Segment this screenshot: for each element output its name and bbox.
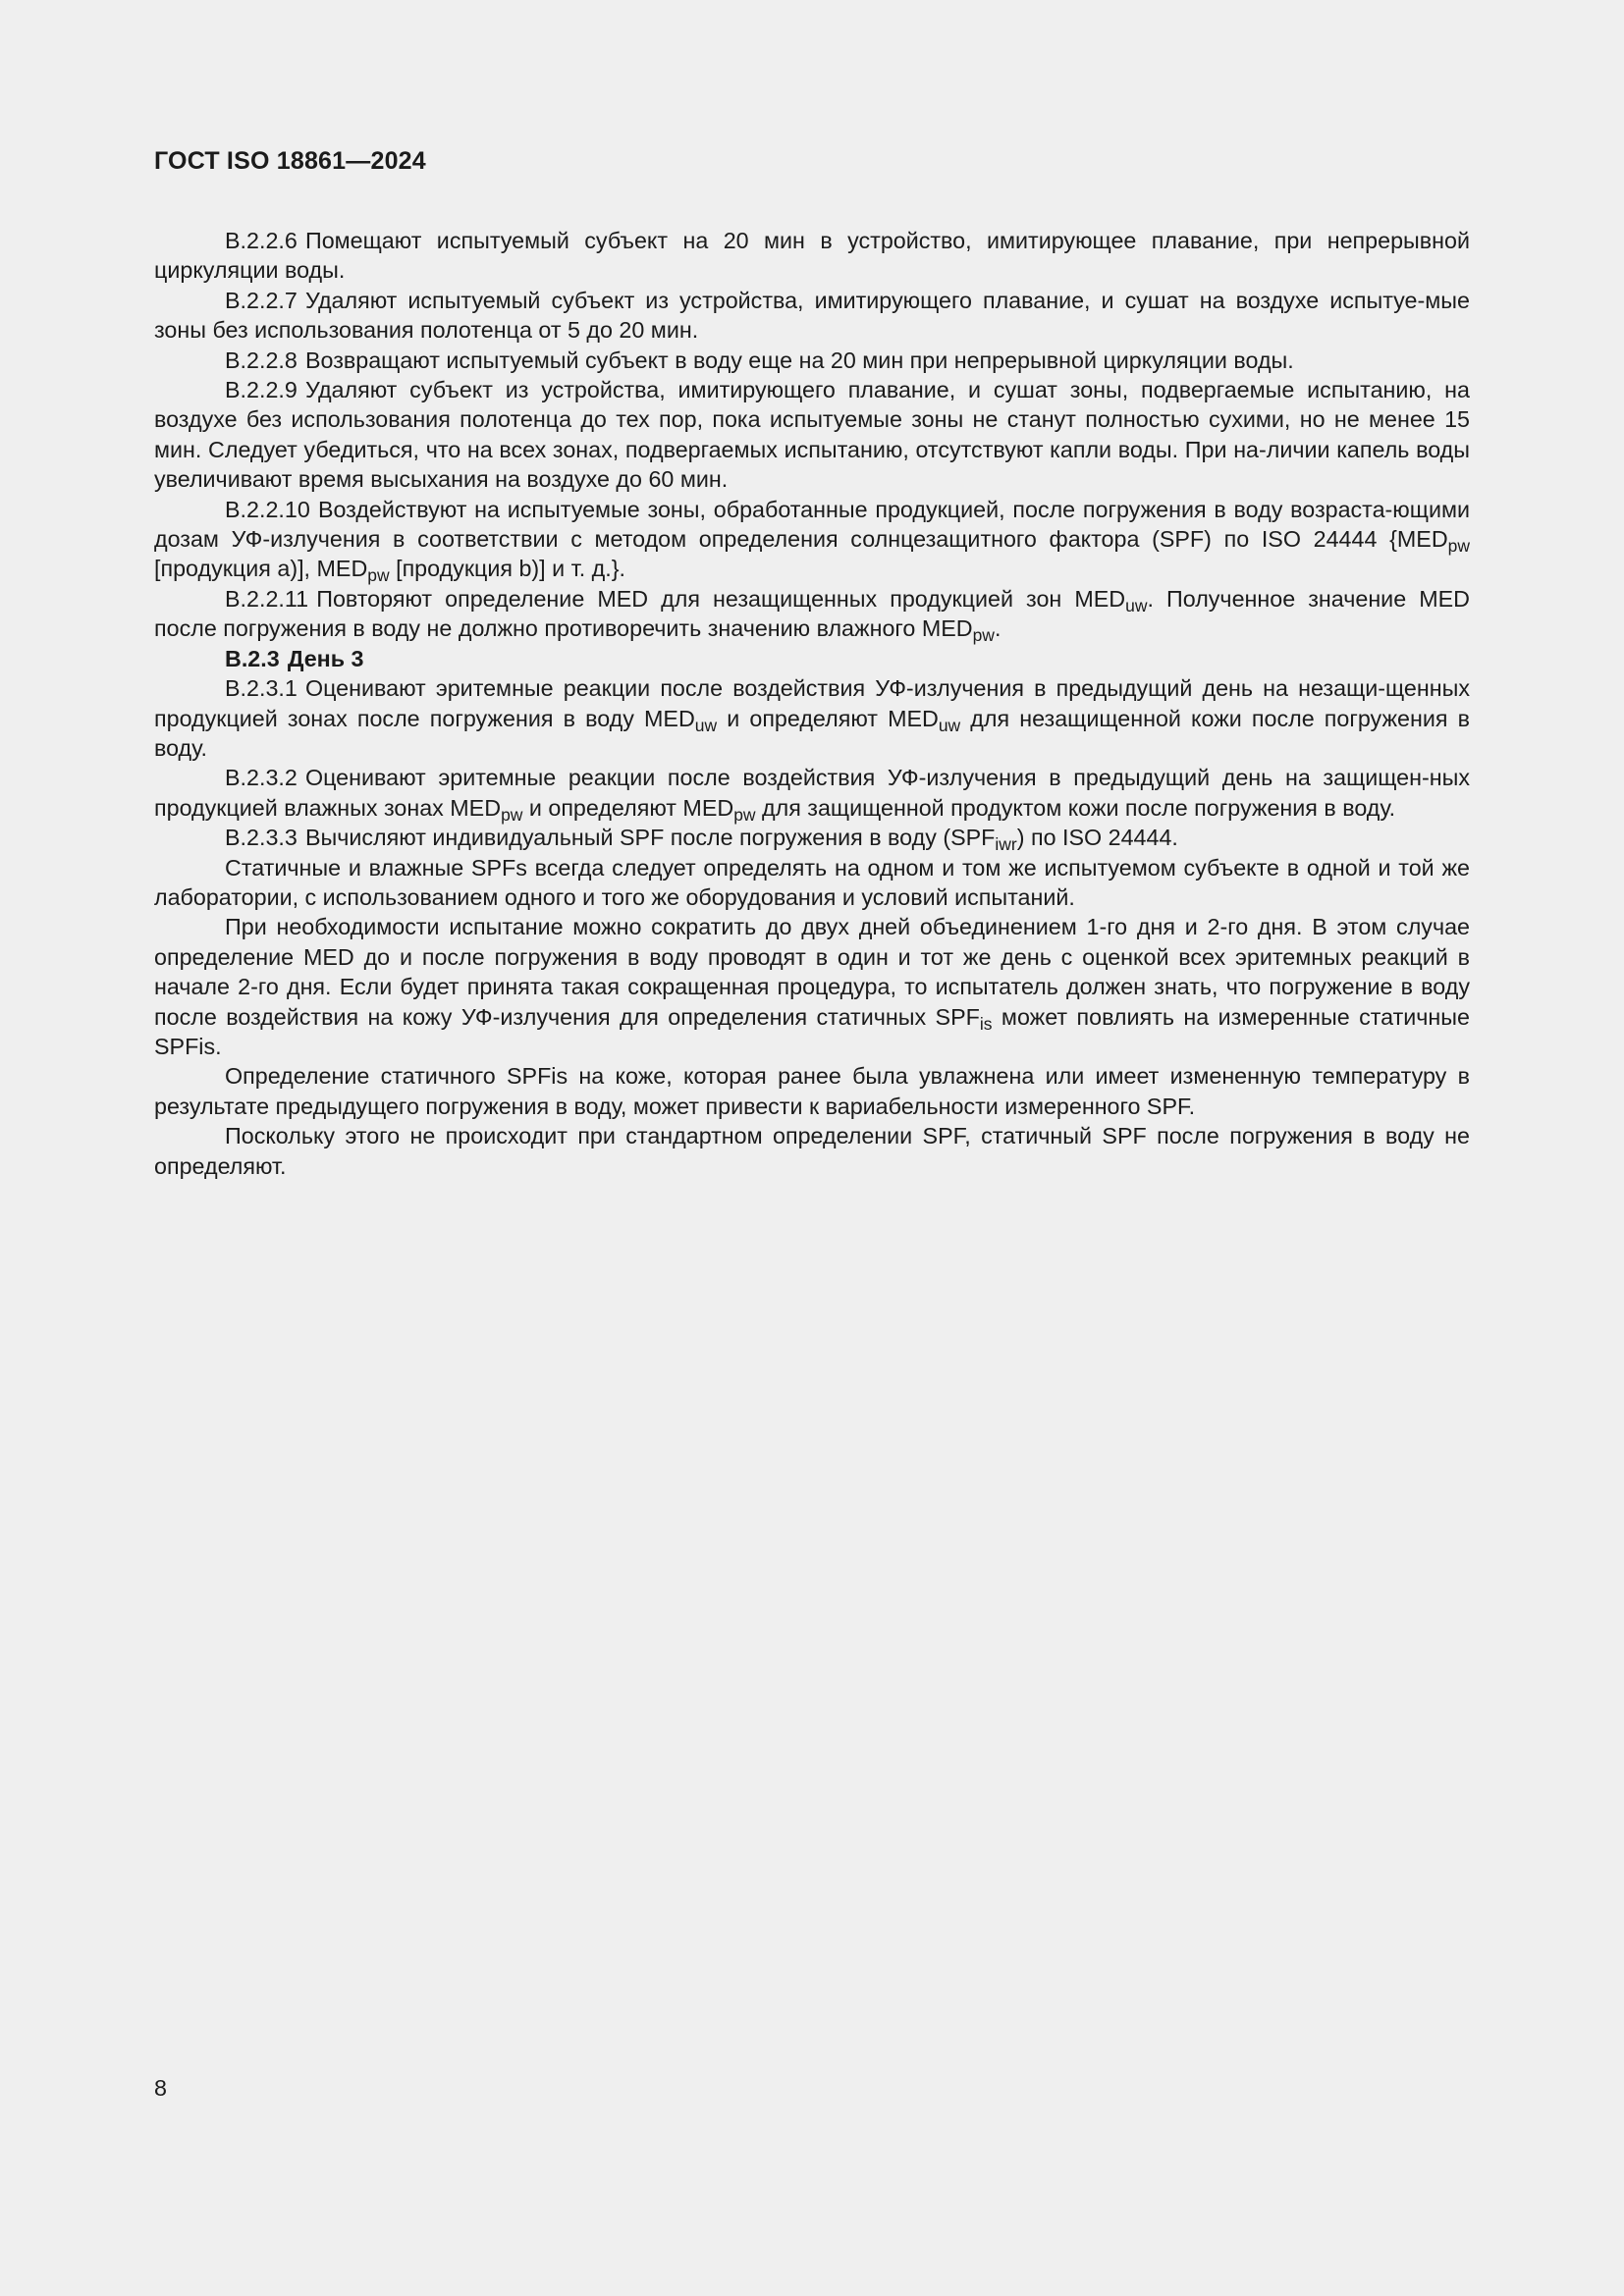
section-heading-b23 — [154, 644, 1470, 673]
paragraph-text: Поскольку этого не происходит при стандартном определении SPF, статичный SPF после погружения в воду не определяют. — [154, 1123, 1470, 1179]
clause-text: Помещают испытуемый субъект на 20 мин в устройство, имитирующее плавание, при непрерывной циркуляции воды. — [154, 228, 1470, 284]
clause-b2210 — [154, 495, 1470, 584]
section-title: День 3 — [287, 645, 364, 671]
paragraph — [154, 1061, 1470, 1121]
clause-b2211 — [154, 584, 1470, 644]
page-number: 8 — [154, 2075, 167, 2101]
subscript: uw — [938, 715, 961, 735]
clause-text: Воздействуют на испытуемые зоны, обработанные продукцией, после погружения в воду возраста-ющими дозам УФ-излучения в соответствии с методом определения солнцезащитного фактора (SPF) по ISO 24444 {MED — [154, 496, 1470, 553]
paragraph — [154, 853, 1470, 913]
clause-text: Возвращают испытуемый субъект в воду еще на 20 мин при непрерывной циркуляции воды. — [304, 347, 1294, 373]
subscript: pw — [733, 804, 756, 825]
subscript: uw — [1125, 596, 1148, 616]
clause-text: . Полученное значение MED после погружения в воду не должно противоречить значению влажного MED — [154, 585, 1470, 642]
paragraph-text: При необходимости испытание можно сократить до двух дней объединением 1-го дня и 2-го дня. В этом случае определение MED до и после погружения в воду проводят в один и тот же день с оценкой всех эритемных реакций в начале 2-го дня. Если будет принята такая сокращенная процедура, то испытатель должен знать, что погружение в воду после воздействия на кожу УФ-излучения для определения статичных SPF — [154, 914, 1470, 1030]
subscript: pw — [367, 565, 390, 586]
subscript: uw — [694, 715, 718, 735]
subscript: iwr — [995, 834, 1017, 855]
document-header: ГОСТ ISO 18861—2024 — [154, 147, 426, 175]
subscript: pw — [972, 625, 995, 646]
clause-b231 — [154, 673, 1470, 763]
clause-text: Удаляют субъект из устройства, имитирующего плавание, и сушат зоны, подвергаемые испытанию, на воздухе без использования полотенца до тех пор, пока испытуемые зоны не станут полностью сухими, но не менее 15 мин. Следует убедиться, что на всех зонах, подвергаемых испытанию, отсутствуют капли воды. При на-личии капель воды увеличивают время высыхания на воздухе до 60 мин. — [154, 377, 1470, 493]
clause-b226 — [154, 226, 1470, 286]
document-body — [154, 226, 1470, 1181]
paragraph — [154, 1121, 1470, 1181]
clause-text: . — [994, 615, 1001, 642]
clause-text: Оценивают эритемные реакции после воздействия УФ-излучения в предыдущий день на защищен-ных продукцией влажных зонах MED — [154, 765, 1470, 821]
clause-text: Оценивают эритемные реакции после воздействия УФ-излучения в предыдущий день на незащи-щенных продукцией зонах после погружения в воду MED — [154, 675, 1470, 731]
clause-number: B.2.2.8 — [225, 347, 298, 373]
clause-text: Удаляют испытуемый субъект из устройства, имитирующего плавание, и сушат на воздухе испытуе-мые зоны без использования полотенца от 5 до 20 мин. — [154, 287, 1470, 344]
clause-text: ) по ISO 24444. — [1016, 825, 1178, 851]
clause-b232 — [154, 763, 1470, 823]
clause-number: B.2.3.1 — [225, 675, 298, 702]
subscript: pw — [1447, 536, 1470, 557]
paragraph-text: может повлиять на измеренные статичные SPFis. — [154, 1003, 1470, 1059]
clause-b227 — [154, 286, 1470, 346]
clause-text: [продукция а)], MED — [154, 556, 368, 582]
clause-text: и определяют MED — [717, 705, 939, 731]
clause-text: и определяют MED — [522, 794, 734, 821]
clause-b233 — [154, 823, 1470, 855]
clause-number: B.2.2.10 — [225, 496, 310, 522]
clause-number: B.2.2.7 — [225, 287, 298, 313]
paragraph-text: Статичные и влажные SPFs всегда следует определять на одном и том же испытуемом субъекте в одной и той же лаборатории, с использованием одного и того же оборудования и условий испытаний. — [154, 854, 1470, 910]
clause-text: для незащищенной кожи после погружения в воду. — [154, 705, 1470, 761]
clause-b229 — [154, 375, 1470, 495]
clause-number: B.2.2.9 — [225, 377, 298, 403]
paragraph-text: Определение статичного SPFis на коже, которая ранее была увлажнена или имеет измененную температуру в результате предыдущего погружения в воду, может привести к вариабельности измеренного SPF. — [154, 1063, 1470, 1119]
clause-b228 — [154, 346, 1470, 375]
clause-text: для защищенной продуктом кожи после погружения в воду. — [755, 794, 1396, 821]
clause-text: Повторяют определение MED для незащищенных продукцией зон MED — [316, 585, 1126, 612]
clause-number: B.2.3.3 — [225, 825, 298, 851]
clause-number: B.2.2.11 — [225, 585, 309, 612]
clause-text: [продукция b)] и т. д.}. — [389, 556, 625, 582]
paragraph — [154, 912, 1470, 1061]
clause-number: B.2.3.2 — [225, 765, 298, 791]
clause-text: Вычисляют индивидуальный SPF после погружения в воду (SPF — [304, 825, 996, 851]
subscript: pw — [501, 804, 523, 825]
section-number: B.2.3 — [225, 645, 280, 671]
clause-number: B.2.2.6 — [225, 228, 298, 253]
subscript: is — [979, 1013, 993, 1034]
